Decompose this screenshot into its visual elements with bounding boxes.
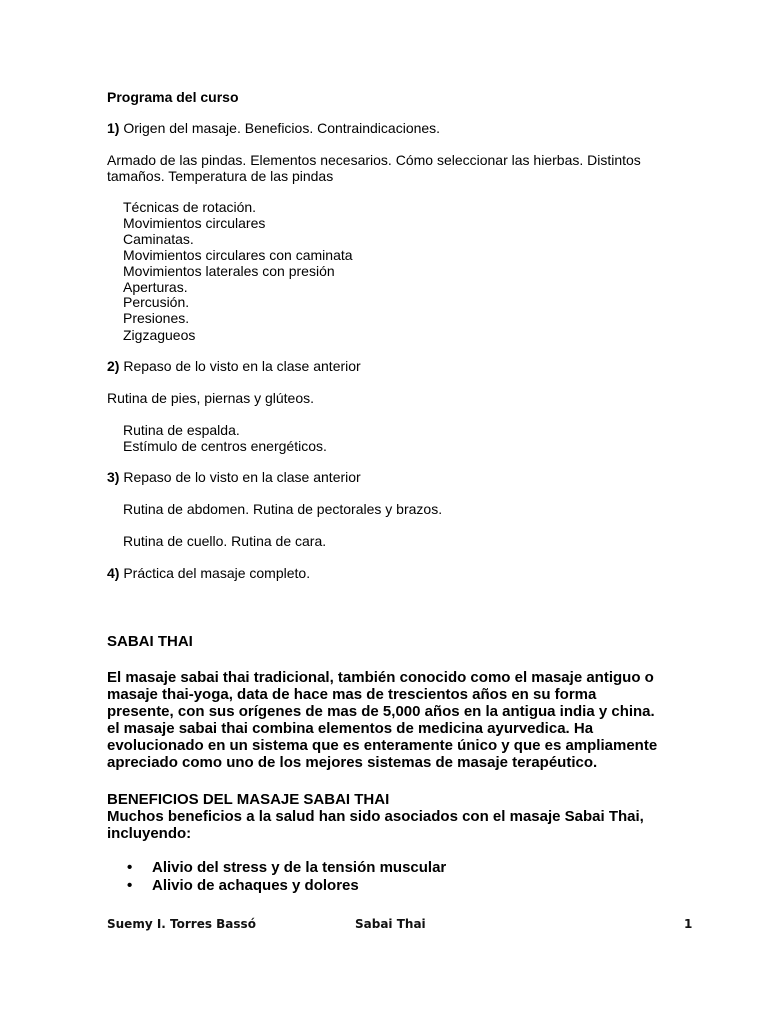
class-3-heading — [107, 469, 361, 485]
technique-item: Percusión. — [123, 294, 190, 310]
class-3-item: Rutina de abdomen. Rutina de pectorales y brazos. — [123, 501, 443, 517]
sabai-paragraph-line: el masaje sabai thai combina elementos de medicina ayurvedica. Ha — [107, 720, 594, 737]
technique-item: Caminatas. — [123, 231, 194, 247]
class-4-heading — [107, 565, 310, 581]
sabai-paragraph-line: apreciado como uno de los mejores sistemas de masaje terapéutico. — [107, 754, 598, 771]
class-2-item: Estímulo de centros energéticos. — [123, 438, 327, 454]
footer-page-number: 1 — [684, 917, 693, 931]
sabai-paragraph-line: presente, con sus orígenes de mas de 5,000 años en la antigua india y china. — [107, 703, 655, 720]
technique-item: Movimientos circulares con caminata — [123, 247, 353, 263]
class-1-heading — [107, 120, 440, 136]
class-3-number: 3) — [107, 469, 120, 485]
benefits-intro-line-1: Muchos beneficios a la salud han sido asociados con el masaje Sabai Thai, — [107, 808, 644, 825]
class-1-desc-line-1: Armado de las pindas. Elementos necesarios. Cómo seleccionar las hierbas. Distintos — [107, 152, 641, 168]
class-1-heading-text: Origen del masaje. Beneficios. Contraindicaciones. — [119, 120, 441, 136]
sabai-paragraph — [107, 669, 667, 771]
class-1-desc-line-2: tamaños. Temperatura de las pindas — [107, 168, 334, 184]
technique-item: Presiones. — [123, 310, 190, 326]
class-4-number: 4) — [107, 565, 120, 581]
class-1-number: 1) — [107, 120, 120, 136]
class-2-item: Rutina de espalda. — [123, 422, 240, 438]
class-3-heading-text: Repaso de lo visto en la clase anterior — [119, 469, 361, 485]
benefit-item: Alivio de achaques y dolores — [152, 877, 359, 894]
sabai-paragraph-line: evolucionado en un sistema que es enteramente único y que es ampliamente — [107, 737, 658, 754]
bullet-icon: • — [127, 859, 133, 876]
sabai-title: SABAI THAI — [107, 633, 193, 650]
class-3-item: Rutina de cuello. Rutina de cara. — [123, 533, 327, 549]
benefits-title: BENEFICIOS DEL MASAJE SABAI THAI — [107, 791, 390, 808]
benefits-intro-line-2: incluyendo: — [107, 825, 192, 842]
footer-center-title: Sabai Thai — [355, 917, 426, 931]
benefit-item: Alivio del stress y de la tensión muscular — [152, 859, 447, 876]
technique-item: Técnicas de rotación. — [123, 199, 257, 215]
bullet-icon: • — [127, 877, 133, 894]
program-title: Programa del curso — [107, 89, 239, 105]
technique-item: Movimientos laterales con presión — [123, 263, 335, 279]
technique-item: Zigzagueos — [123, 327, 196, 343]
class-2-number: 2) — [107, 358, 120, 374]
sabai-paragraph-line: masaje thai-yoga, data de hace mas de trescientos años en su forma — [107, 686, 597, 703]
technique-item: Movimientos circulares — [123, 215, 266, 231]
class-2-heading-text: Repaso de lo visto en la clase anterior — [119, 358, 361, 374]
footer-author: Suemy I. Torres Bassó — [107, 917, 256, 931]
sabai-paragraph-line: El masaje sabai thai tradicional, también conocido como el masaje antiguo o — [107, 669, 654, 686]
class-4-heading-text: Práctica del masaje completo. — [119, 565, 311, 581]
class-2-heading — [107, 358, 361, 374]
class-2-routine: Rutina de pies, piernas y glúteos. — [107, 390, 315, 406]
technique-item: Aperturas. — [123, 279, 188, 295]
